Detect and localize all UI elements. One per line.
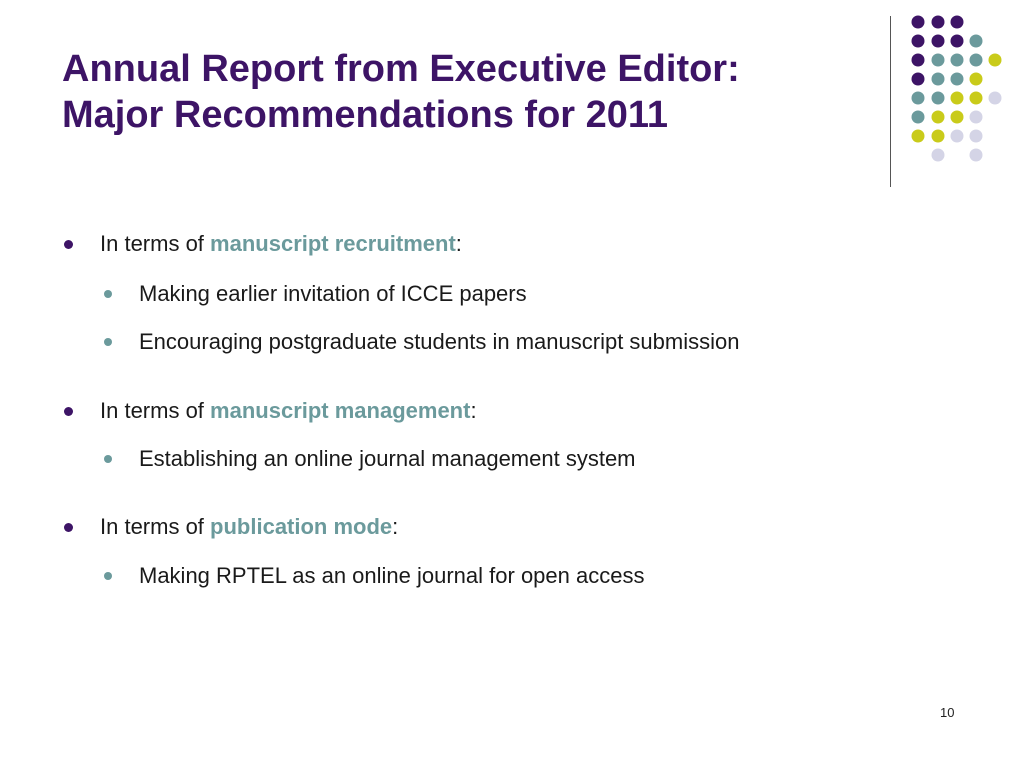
- section-highlight: publication mode: [210, 514, 393, 539]
- slide-title-line-1: Annual Report from Executive Editor:: [62, 48, 740, 90]
- section-highlight: manuscript management: [210, 398, 471, 423]
- section-suffix: :: [455, 231, 462, 256]
- sub-bullet-item: Establishing an online journal management system: [139, 446, 636, 471]
- sub-bullet-dot: [104, 338, 112, 346]
- section-highlight: manuscript recruitment: [210, 231, 456, 256]
- sub-bullet-dot: [104, 290, 112, 298]
- bullet-dot: [64, 407, 73, 416]
- section-suffix: :: [470, 398, 477, 423]
- page-number: 10: [940, 705, 955, 720]
- section-prefix: In terms of: [100, 231, 211, 256]
- sub-bullet-item: Making RPTEL as an online journal for open access: [139, 563, 645, 588]
- sub-bullet-item: Making earlier invitation of ICCE papers: [139, 281, 527, 306]
- slide-title-line-2: Major Recommendations for 2011: [62, 94, 669, 136]
- sub-bullet-dot: [104, 455, 112, 463]
- section-prefix: In terms of: [100, 398, 211, 423]
- bullet-dot: [64, 523, 73, 532]
- bullet-dot: [64, 240, 73, 249]
- sub-bullet-item: Encouraging postgraduate students in manuscript submission: [139, 329, 740, 354]
- section-heading-3: [100, 514, 398, 540]
- section-heading-1: [100, 231, 462, 257]
- section-prefix: In terms of: [100, 514, 211, 539]
- section-heading-2: [100, 398, 477, 424]
- sub-bullet-dot: [104, 572, 112, 580]
- section-suffix: :: [392, 514, 399, 539]
